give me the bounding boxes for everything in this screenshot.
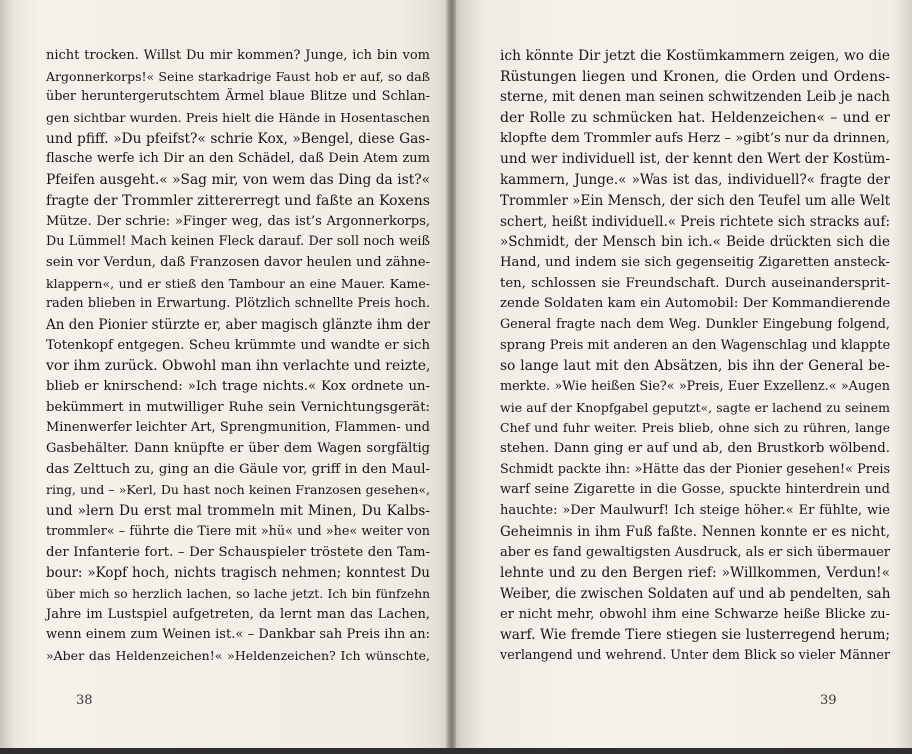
text-line: Jahre im Lustspiel aufgetreten, da lernt man das Lachen,: [46, 606, 430, 622]
text-line: lehnte und zu den Bergen rief: »Willkommen, Verdun!«: [500, 565, 890, 582]
text-line: so lange laut mit den Absätzen, bis ihn der General be-: [500, 358, 890, 375]
text-line: und »lern Du erst mal trommeln mit Minen, Du Kalbs-: [46, 503, 430, 520]
text-line: Schmidt packte ihn: »Hätte das der Pionier gesehen!« Preis: [500, 461, 890, 477]
text-line: Minenwerfer leichter Art, Sprengmunition, Flammen- und: [46, 420, 430, 436]
text-line: stehen. Dann ging er auf und ab, den Brustkorb wölbend.: [500, 441, 890, 457]
text-line: An den Pionier stürzte er, aber magisch glänzte ihm der: [46, 316, 430, 333]
text-line: sein vor Verdun, daß Franzosen davor heulen und zähne-: [46, 254, 431, 270]
page-number-right: 39: [820, 693, 837, 708]
text-line: kammern, Junge.« »Was ist das, individuell?« fragte der: [500, 172, 890, 189]
text-line: aber es fand gewaltigsten Ausdruck, als er sich übermauer: [500, 544, 890, 560]
text-line: Argonnerkorps!« Seine starkadrige Faust hob er auf, so daß: [46, 68, 430, 84]
text-line: und pfiff. »Du pfeifst?« schrie Kox, »Bengel, diese Gas-: [46, 130, 430, 147]
text-line: über heruntergerutschtem Ärmel blaue Blitze und Schlan-: [46, 89, 430, 105]
text-line: klopfte dem Trommler aufs Herz – »gibt’s nur da drinnen,: [500, 130, 890, 146]
text-line: Hand, und indem sie sich gegenseitig Zigaretten ansteck-: [500, 254, 890, 270]
text-line: Pfeifen ausgeht.« »Sag mir, von wem das Ding da ist?«: [46, 172, 430, 189]
text-line: Totenkopf entgegen. Scheu krümmte und wandte er sich: [46, 337, 430, 353]
text-line: klappern«, und er stieß den Tambour an eine Mauer. Kame-: [46, 275, 430, 291]
text-line: Geheimnis in ihm Fuß faßte. Nennen konnte er es nicht,: [500, 523, 890, 540]
text-line: der Rolle zu schmücken hat. Heldenzeichen« – und er: [500, 110, 890, 127]
text-line: der Infanterie fort. – Der Schauspieler tröstete den Tam-: [46, 544, 430, 560]
text-line: wenn einem zum Weinen ist.« – Dankbar sah Preis ihn an:: [46, 627, 430, 643]
text-line: Weiber, die zwischen Soldaten auf und ab pendelten, sah: [500, 585, 891, 602]
page-number-left: 38: [76, 693, 93, 708]
text-line: warf. Wie fremde Tiere stiegen sie lusterregend herum;: [500, 627, 890, 644]
right-page: [452, 0, 912, 748]
text-line: das Zelttuch zu, ging an die Gäule vor, griff in den Maul-: [46, 461, 430, 477]
text-line: verlangend und wehrend. Unter dem Blick so vieler Männer: [500, 647, 890, 663]
text-line: Du Lümmel! Mach keinen Fleck darauf. Der soll noch weiß: [46, 234, 430, 250]
text-line: sprang Preis mit anderen an den Wagenschlag und klappte: [500, 337, 891, 353]
text-line: bekümmert in mutwilliger Ruhe sein Vernichtungsgerät:: [46, 399, 430, 415]
text-line: »Aber das Heldenzeichen!« »Heldenzeichen? Ich wünschte,: [46, 647, 430, 663]
text-line: raden blieben in Erwartung. Plötzlich schnellte Preis hoch.: [46, 296, 430, 312]
text-line: Mütze. Der schrie: »Finger weg, das ist’s Argonnerkorps,: [46, 213, 430, 229]
text-line: sterne, mit denen man seinen schwitzenden Leib je nach: [500, 89, 890, 106]
text-line: nicht trocken. Willst Du mir kommen? Junge, ich bin vom: [46, 48, 430, 63]
text-line: zende Soldaten kam ein Automobil: Der Kommandierende: [500, 296, 891, 312]
scan-bottom-edge: [0, 748, 912, 754]
text-line: vor ihm zurück. Obwohl man ihn verlachte und reizte,: [46, 358, 431, 375]
book-gutter: [446, 0, 456, 748]
text-line: warf seine Zigarette in die Gosse, spuckte hinterdrein und: [500, 482, 890, 498]
text-line: über mich so herzlich lachen, so lache jetzt. Ich bin fünfzehn: [46, 586, 430, 601]
text-line: merkte. »Wie heißen Sie?« »Preis, Euer Exzellenz.« »Augen: [500, 379, 890, 394]
text-line: blieb er knirschend: »Ich trage nichts.« Kox ordnete un-: [46, 379, 430, 394]
text-line: General fragte nach dem Weg. Dunkler Eingebung folgend,: [500, 316, 890, 332]
right-page-text: [500, 46, 890, 667]
text-line: gen sichtbar wurden. Preis hielt die Hände in Hosentaschen: [46, 110, 430, 126]
text-line: flasche werfe ich Dir an den Schädel, daß Dein Atem zum: [46, 151, 430, 167]
text-line: ich könnte Dir jetzt die Kostümkammern zeigen, wo die: [500, 48, 890, 64]
text-line: ten, schlossen sie Freundschaft. Durch auseinandersprit-: [500, 275, 890, 291]
text-line: fragte der Trommler zittererregt und faßte an Koxens: [46, 192, 430, 209]
text-line: trommler« – führte die Tiere mit »hü« und »he« weiter von: [46, 523, 430, 539]
text-line: er nicht mehr, obwohl ihm eine Schwarze heiße Blicke zu-: [500, 606, 890, 622]
text-line: Chef und fuhr weiter. Preis blieb, ohne sich zu rühren, lange: [500, 420, 890, 436]
text-line: Rüstungen liegen und Kronen, die Orden und Ordens-: [500, 68, 890, 85]
text-line: ring, und – »Kerl, Du hast noch keinen Franzosen gesehen«,: [46, 482, 430, 498]
text-line: hauchte: »Der Maulwurf! Ich steige höher.« Er fühlte, wie: [500, 503, 890, 519]
text-line: wie auf der Knopfgabel geputzt«, sagte er lachend zu seinem: [500, 399, 890, 415]
text-line: und wer individuell ist, der kennt den Wert der Kostüm-: [500, 151, 890, 168]
left-page: [0, 0, 452, 748]
text-line: Trommler »Ein Mensch, der sich den Teufel um alle Welt: [500, 192, 891, 209]
text-line: Gasbehälter. Dann knüpfte er über dem Wagen sorgfältig: [46, 441, 430, 457]
text-line: schert, heißt individuell.« Preis richtete sich stracks auf:: [500, 213, 890, 230]
left-page-text: [46, 46, 430, 667]
text-line: »Schmidt, der Mensch bin ich.« Beide drückten sich die: [500, 234, 890, 251]
text-line: bour: »Kopf hoch, nichts tragisch nehmen; konntest Du: [46, 565, 430, 582]
